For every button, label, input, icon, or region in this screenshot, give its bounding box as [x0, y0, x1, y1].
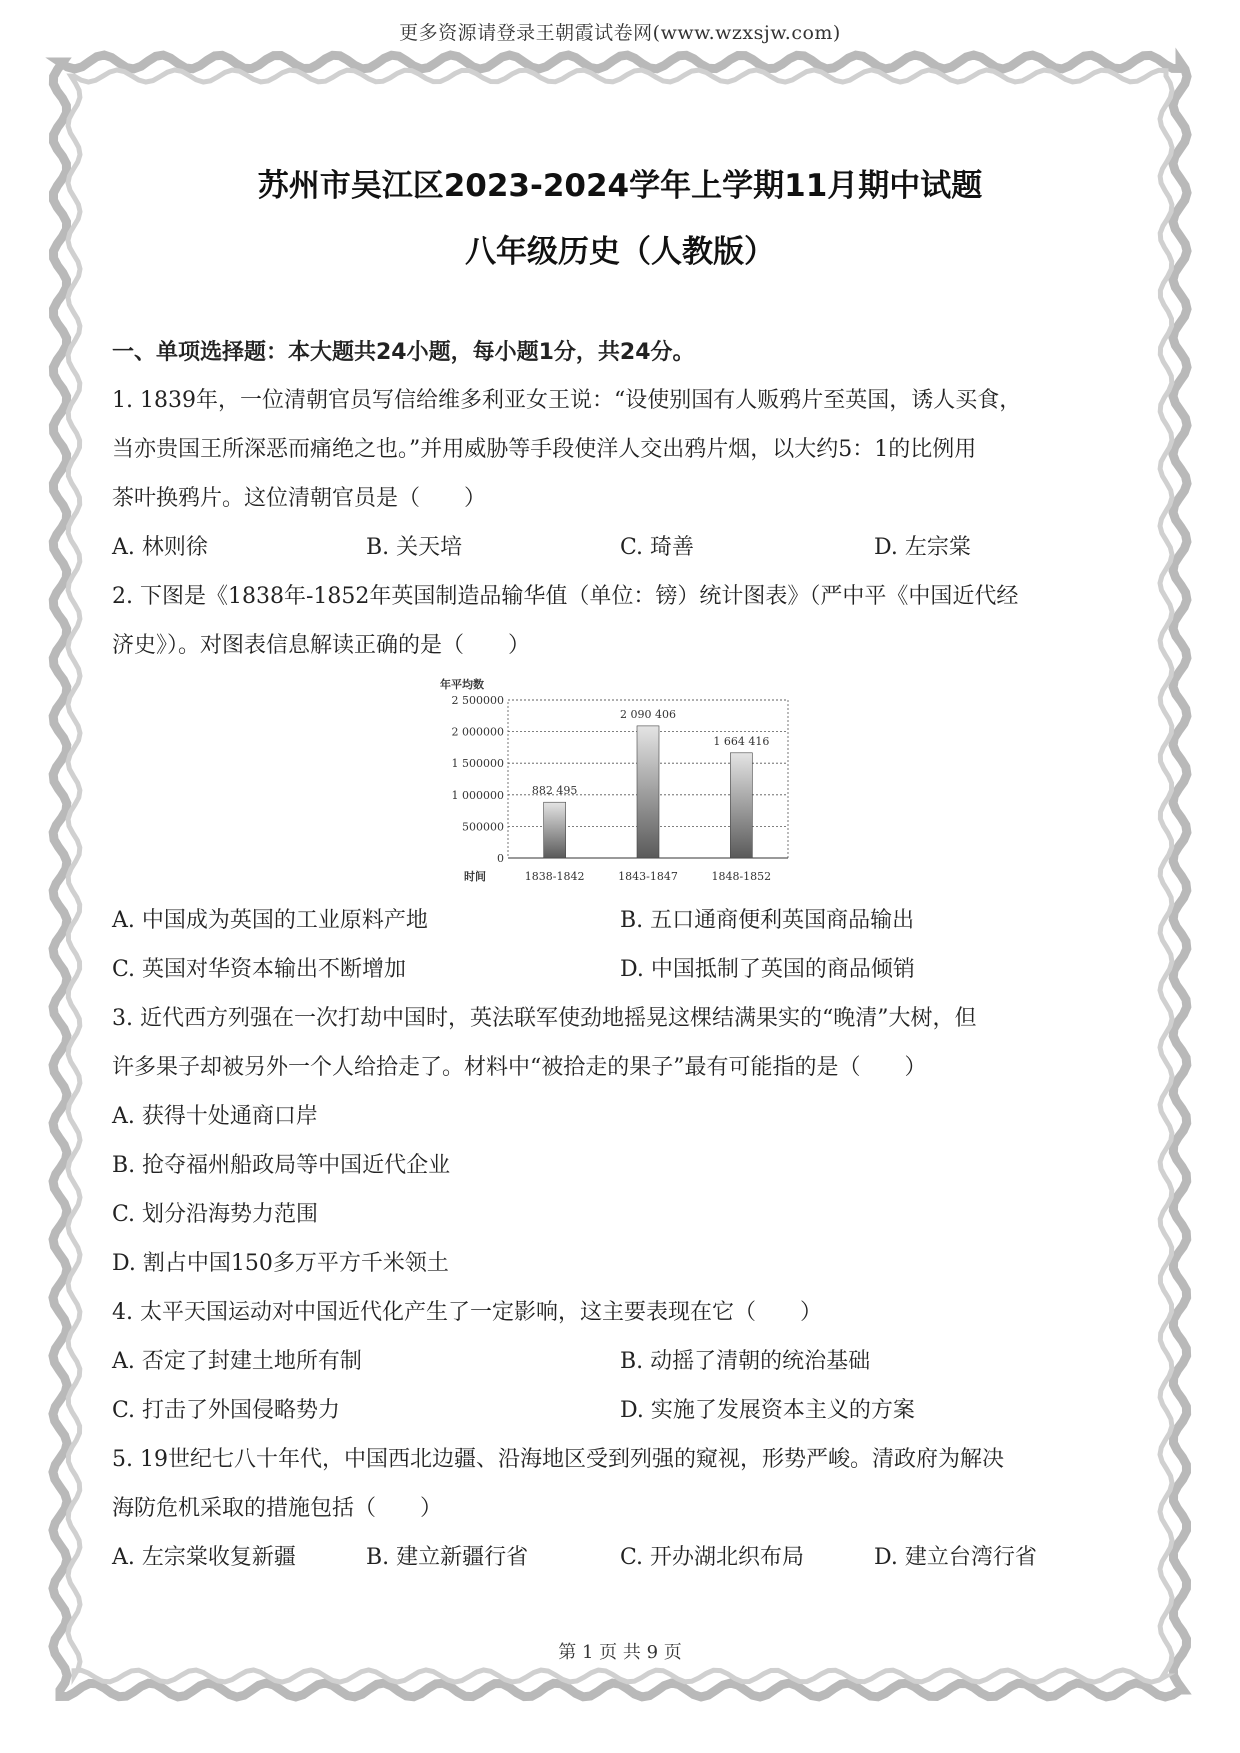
question-1-text-line-3: 茶叶换鸦片。这位清朝官员是（ ）: [112, 486, 487, 511]
question-4-option-d: D. 实施了发展资本主义的方案: [620, 1398, 915, 1423]
y-axis-label: 年平均数: [440, 678, 484, 691]
question-4-option-b: B. 动摇了清朝的统治基础: [620, 1349, 871, 1374]
question-2-text-line-1: 2. 下图是《1838年-1852年英国制造品输华值（单位：镑）统计图表》（严中平《中国近代经: [112, 584, 1019, 609]
question-2-option-c: C. 英国对华资本输出不断增加: [112, 957, 407, 982]
y-tick-label: 1 000000: [451, 788, 504, 802]
bar: [544, 802, 566, 858]
bar-value-label: 882 495: [531, 784, 578, 798]
question-3-option-b: B. 抢夺福州船政局等中国近代企业: [112, 1153, 451, 1178]
y-tick-label: 2 000000: [451, 725, 504, 739]
question-4-option-a: A. 否定了封建土地所有制: [112, 1349, 362, 1374]
question-1-text-line-1: 1. 1839年，一位清朝官员写信给维多利亚女王说：“设使别国有人贩鸦片至英国，诱人买食，: [112, 388, 1022, 413]
question-3-text-line-1: 3. 近代西方列强在一次打劫中国时，英法联军使劲地摇晃这棵结满果实的“晚清”大树，但: [112, 1006, 977, 1031]
y-tick-label: 500000: [462, 820, 504, 834]
question-1-option-a: A. 林则徐: [112, 535, 208, 560]
bar-value-label: 1 664 416: [713, 734, 770, 748]
question-5-option-b: B. 建立新疆行省: [366, 1545, 529, 1570]
paper-subtitle: 八年级历史（人教版）: [465, 234, 775, 270]
bar: [730, 753, 752, 858]
export-value-bar-chart: [436, 676, 802, 892]
question-1-text-line-2: 当亦贵国王所深恶而痛绝之也。”并用威胁等手段使洋人交出鸦片烟，以大约5：1的比例用: [112, 437, 977, 462]
bar-value-label: 2 090 406: [620, 707, 676, 721]
x-tick-label: 1838-1842: [524, 870, 585, 883]
x-tick-label: 1843-1847: [618, 870, 678, 883]
question-3-option-c: C. 划分沿海势力范围: [112, 1202, 319, 1227]
question-2-option-d: D. 中国抵制了英国的商品倾销: [620, 957, 915, 982]
question-1-option-b: B. 关天培: [366, 535, 463, 560]
site-notice: 更多资源请登录王朝霞试卷网(www.wzxsjw.com): [399, 22, 841, 44]
question-5-option-c: C. 开办湖北织布局: [620, 1545, 805, 1570]
question-1-option-d: D. 左宗棠: [874, 535, 971, 560]
question-5-option-a: A. 左宗棠收复新疆: [112, 1545, 296, 1570]
y-tick-label: 2 500000: [451, 694, 504, 707]
chart-svg: [436, 676, 802, 892]
question-5-text-line-1: 5. 19世纪七八十年代，中国西北边疆、沿海地区受到列强的窥视，形势严峻。清政府为解决: [112, 1447, 1004, 1472]
question-3-option-d: D. 割占中国150多万平方千米领土: [112, 1251, 449, 1276]
paper-title: 苏州市吴江区2023-2024学年上学期11月期中试题: [257, 168, 983, 204]
question-1-option-c: C. 琦善: [620, 535, 695, 560]
y-tick-label: 0: [497, 852, 504, 865]
question-2-option-b: B. 五口通商便利英国商品输出: [620, 908, 915, 933]
bar: [637, 726, 659, 858]
question-2-text-line-2: 济史》）。对图表信息解读正确的是（ ）: [112, 633, 531, 658]
question-4-text-line-1: 4. 太平天国运动对中国近代化产生了一定影响，这主要表现在它（ ）: [112, 1300, 822, 1325]
question-3-option-a: A. 获得十处通商口岸: [112, 1104, 318, 1129]
page-number: 第 1 页 共 9 页: [558, 1642, 682, 1663]
x-axis-label: 时间: [464, 870, 486, 883]
question-5-text-line-2: 海防危机采取的措施包括（ ）: [112, 1496, 443, 1521]
x-tick-label: 1848-1852: [711, 870, 772, 883]
question-2-option-a: A. 中国成为英国的工业原料产地: [112, 908, 428, 933]
question-3-text-line-2: 许多果子却被另外一个人给拾走了。材料中“被拾走的果子”最有可能指的是（ ）: [112, 1055, 927, 1080]
question-4-option-c: C. 打击了外国侵略势力: [112, 1398, 341, 1423]
y-tick-label: 1 500000: [451, 757, 504, 771]
question-5-option-d: D. 建立台湾行省: [874, 1545, 1037, 1570]
section-heading: 一、单项选择题：本大题共24小题，每小题1分，共24分。: [112, 340, 695, 365]
